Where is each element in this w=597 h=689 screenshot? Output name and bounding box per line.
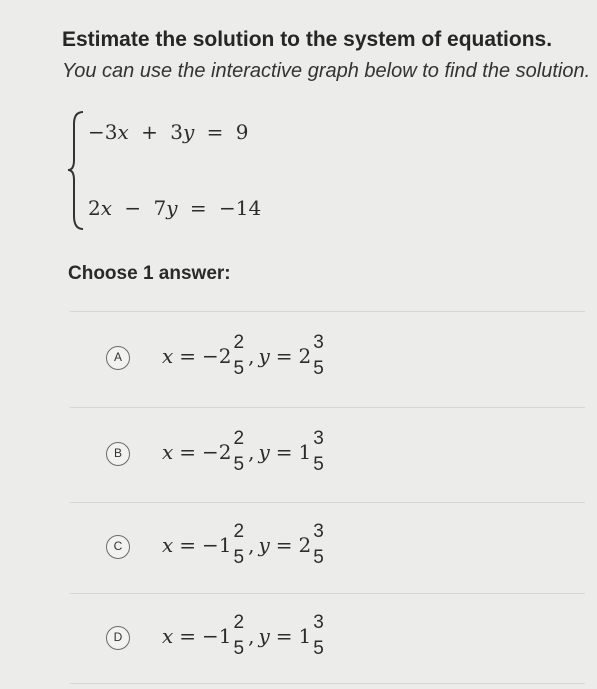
equals-sign: = [275, 440, 293, 464]
y-numerator: 3 [313, 612, 324, 633]
eq1-var-x: x [117, 120, 129, 144]
y-denominator: 5 [313, 358, 324, 379]
y-fraction [313, 428, 324, 476]
x-whole: −1 [202, 624, 232, 648]
choice-c[interactable] [70, 503, 585, 595]
radio-b[interactable]: B [106, 442, 130, 466]
eq2-var-y: y [166, 196, 178, 220]
x-fraction [234, 612, 245, 660]
y-denominator: 5 [313, 547, 324, 568]
eq1-rhs: 9 [235, 120, 249, 144]
eq2-var-x: x [100, 196, 113, 220]
question-subtitle: You can use the interactive graph below to find the solution. [62, 60, 591, 82]
choice-b[interactable] [70, 408, 585, 500]
eq1-coef-b: 3 [170, 120, 183, 144]
comma: , [248, 624, 255, 648]
var-y: y [258, 344, 270, 368]
equals-sign: = [275, 624, 293, 648]
var-y: y [258, 624, 270, 648]
var-x: x [162, 533, 174, 557]
radio-a[interactable]: A [106, 346, 130, 370]
choice-a-expression [162, 332, 326, 380]
comma: , [248, 344, 255, 368]
equals-sign: = [275, 344, 293, 368]
choice-a[interactable] [70, 312, 585, 404]
eq2-equals: = [189, 196, 207, 220]
question-title: Estimate the solution to the system of equations. [62, 28, 553, 51]
y-whole: 1 [298, 440, 312, 464]
var-y: y [258, 533, 270, 557]
x-denominator: 5 [233, 358, 245, 379]
x-fraction [234, 428, 245, 476]
eq2-operator: − [124, 196, 142, 220]
eq1-var-y: y [182, 120, 195, 144]
x-numerator: 2 [233, 521, 245, 542]
x-whole: −2 [202, 344, 232, 368]
comma: , [248, 533, 255, 557]
y-numerator: 3 [313, 521, 324, 542]
choice-d[interactable] [70, 594, 585, 686]
x-whole: −1 [202, 533, 232, 557]
x-numerator: 2 [233, 612, 245, 633]
x-numerator: 2 [233, 332, 245, 353]
y-fraction [313, 612, 324, 660]
eq2-coef-a: 2 [88, 196, 101, 220]
x-denominator: 5 [233, 547, 245, 568]
y-fraction [313, 521, 324, 569]
var-y: y [258, 440, 270, 464]
y-whole: 2 [298, 533, 312, 557]
y-whole: 2 [298, 344, 312, 368]
equals-sign: = [179, 533, 197, 557]
y-denominator: 5 [313, 454, 324, 475]
comma: , [248, 440, 255, 464]
equals-sign: = [179, 344, 197, 368]
equation-1 [88, 120, 249, 144]
eq1-coef-a: −3 [88, 120, 118, 144]
x-whole: −2 [202, 440, 232, 464]
y-fraction [313, 332, 324, 380]
x-denominator: 5 [233, 454, 245, 475]
var-x: x [162, 440, 174, 464]
y-denominator: 5 [313, 638, 324, 659]
y-numerator: 3 [313, 332, 324, 353]
equation-system [66, 108, 316, 233]
equals-sign: = [179, 624, 197, 648]
eq1-equals: = [206, 120, 224, 144]
var-x: x [162, 344, 174, 368]
choice-b-expression [162, 428, 326, 476]
y-numerator: 3 [313, 428, 324, 449]
x-fraction [234, 332, 245, 380]
eq1-operator: + [141, 120, 158, 144]
x-denominator: 5 [233, 638, 245, 659]
y-whole: 1 [298, 624, 312, 648]
x-fraction [234, 521, 245, 569]
eq2-rhs: −14 [219, 196, 262, 220]
equation-2 [88, 196, 261, 220]
x-numerator: 2 [233, 428, 245, 449]
divider [70, 683, 585, 684]
radio-c[interactable]: C [106, 535, 130, 559]
radio-d[interactable]: D [106, 626, 130, 650]
equals-sign: = [179, 440, 197, 464]
left-brace-icon [66, 108, 86, 233]
choice-d-expression [162, 612, 326, 660]
var-x: x [162, 624, 174, 648]
choose-answer-prompt: Choose 1 answer: [68, 263, 231, 284]
eq2-coef-b: 7 [153, 196, 167, 220]
equals-sign: = [275, 533, 293, 557]
choice-c-expression [162, 521, 326, 569]
